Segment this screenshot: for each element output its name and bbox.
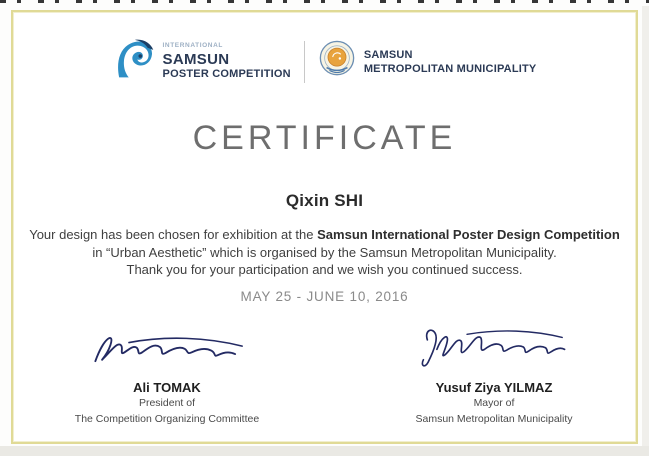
exhibition-dates: MAY 25 - JUNE 10, 2016 <box>240 289 409 304</box>
municipality-logo-name: SAMSUN <box>363 48 413 61</box>
signature-row <box>42 324 619 426</box>
president-role-1: President of <box>138 397 196 409</box>
header-logos <box>0 38 649 85</box>
wave-icon <box>113 38 155 85</box>
competition-logo-text <box>163 43 291 80</box>
mayor-name: Yusuf Ziya YILMAZ <box>435 380 553 395</box>
recipient-name: Qixin SHI <box>285 191 364 210</box>
photo-edge-dashes <box>0 0 649 3</box>
photo-edge-bottom <box>0 446 649 456</box>
mayor-role-2: Samsun Metropolitan Municipality <box>415 412 573 425</box>
president-name: Ali TOMAK <box>133 380 201 395</box>
body-line-1-text: Your design has been chosen for exhibition at the <box>29 227 318 242</box>
competition-logo <box>113 38 291 85</box>
logo-divider <box>304 41 305 83</box>
signature-block-president <box>42 324 292 426</box>
president-signature-icon <box>77 324 257 378</box>
president-role-2: The Competition Organizing Committee <box>74 412 260 425</box>
body-line-1 <box>0 226 649 244</box>
competition-logo-subtitle: POSTER COMPETITION <box>162 67 291 80</box>
body-line-2: in “Urban Aesthetic” which is organised by the Samsun Metropolitan Municipality. <box>92 244 557 260</box>
body-line-3: Thank you for your participation and we wish you continued success. <box>126 262 523 277</box>
competition-logo-name: SAMSUN <box>162 50 230 68</box>
municipality-seal-icon <box>318 40 356 83</box>
competition-logo-eyebrow: INTERNATIONAL <box>162 42 223 50</box>
municipality-logo-subtitle: METROPOLITAN MUNICIPALITY <box>363 62 537 75</box>
certificate-body <box>0 226 649 279</box>
municipality-logo-text <box>364 48 537 76</box>
certificate-title: CERTIFICATE <box>192 119 457 157</box>
municipality-logo <box>318 40 537 83</box>
mayor-role-1: Mayor of <box>473 397 515 409</box>
signature-block-mayor <box>369 324 619 426</box>
mayor-signature-icon <box>399 324 589 378</box>
body-line-1-bold: Samsun International Poster Design Competition <box>317 227 620 242</box>
